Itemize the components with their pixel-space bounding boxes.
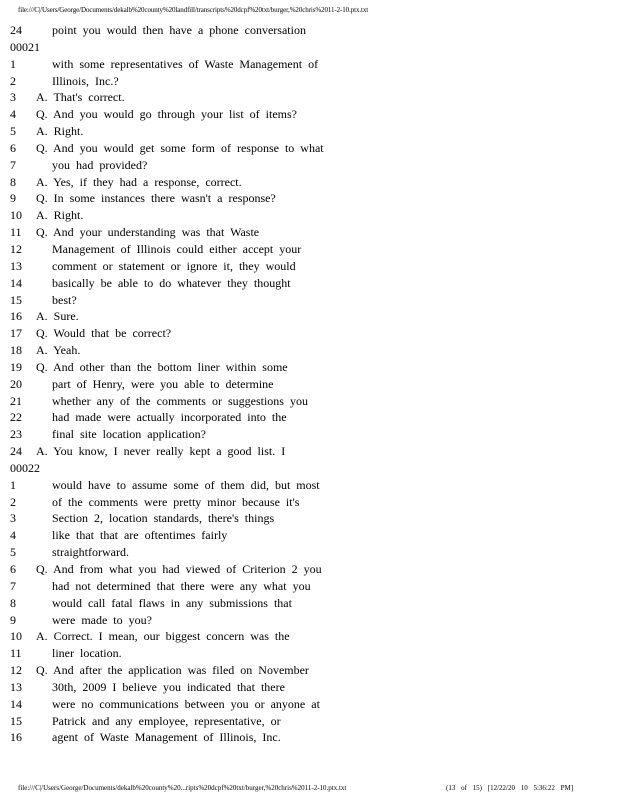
page-number: 00021 <box>10 39 40 54</box>
transcript-line <box>10 729 610 746</box>
line-number: 8 <box>10 174 16 189</box>
line-text: Illinois, Inc.? <box>52 73 119 88</box>
transcript-line <box>10 258 610 275</box>
transcript-line <box>10 645 610 662</box>
transcript-line <box>10 22 610 39</box>
line-text: Q. And other than the bottom liner within some <box>36 359 288 374</box>
header-file-path: file:///C|/Users/George/Documents/dekalb%20county%20landfill/transcripts%20dcpf%20txt/burger,%20chris%2011-2-10.ptx.txt <box>18 6 369 14</box>
line-text: Q. And from what you had viewed of Criterion 2 you <box>36 562 322 576</box>
line-number: 22 <box>10 410 22 425</box>
line-number: 15 <box>10 713 22 728</box>
transcript-line <box>10 157 610 174</box>
line-text: A. Yes, if they had a response, correct. <box>36 174 242 189</box>
line-number: 5 <box>10 545 16 560</box>
transcript-line <box>10 544 610 561</box>
line-number: 6 <box>10 140 16 155</box>
transcript-line <box>10 106 610 123</box>
transcript-line <box>10 207 610 224</box>
line-number: 9 <box>10 612 16 627</box>
line-text: had not determined that there were any what you <box>52 578 311 593</box>
page-marker-line <box>10 460 610 477</box>
transcript-line <box>10 308 610 325</box>
transcript-line <box>10 376 610 393</box>
transcript-line <box>10 477 610 494</box>
line-text: A. You know, I never really kept a good list. I <box>36 444 286 459</box>
footer-page-info: (13 of 15) [12/22/20 10 5:36:22 PM] <box>446 784 574 792</box>
transcript-line <box>10 612 610 629</box>
line-number: 14 <box>10 696 22 711</box>
transcript-line <box>10 409 610 426</box>
line-text: final site location application? <box>52 427 206 442</box>
transcript-line <box>10 342 610 359</box>
line-text: were made to you? <box>52 612 152 627</box>
line-number: 11 <box>10 646 22 661</box>
line-text: of the comments were pretty minor because it's <box>52 494 300 509</box>
transcript-line <box>10 275 610 292</box>
transcript-line <box>10 325 610 342</box>
transcript-line <box>10 73 610 90</box>
line-text: Q. In some instances there wasn't a response? <box>36 191 276 206</box>
line-text: agent of Waste Management of Illinois, Inc. <box>52 730 281 745</box>
line-text: A. Sure. <box>36 309 79 324</box>
transcript-line <box>10 359 610 376</box>
line-text: with some representatives of Waste Management of <box>52 56 319 71</box>
line-text: 30th, 2009 I believe you indicated that there <box>52 679 285 694</box>
line-number: 14 <box>10 275 22 290</box>
line-number: 23 <box>10 427 22 442</box>
transcript-line <box>10 713 610 730</box>
transcript-line <box>10 679 610 696</box>
transcript-line <box>10 56 610 73</box>
line-text: best? <box>52 292 77 307</box>
line-text: Q. Would that be correct? <box>36 326 172 341</box>
line-number: 11 <box>10 225 22 240</box>
transcript-line <box>10 662 610 679</box>
line-number: 4 <box>10 528 16 543</box>
line-text: A. Right. <box>36 124 84 139</box>
line-text: A. Right. <box>36 208 84 223</box>
page-number: 00022 <box>10 460 40 475</box>
line-text: A. Correct. I mean, our biggest concern was the <box>36 629 290 644</box>
line-number: 17 <box>10 326 22 341</box>
transcript-line <box>10 510 610 527</box>
line-number: 1 <box>10 56 16 71</box>
line-number: 24 <box>10 23 22 37</box>
transcript-line <box>10 443 610 460</box>
line-number: 21 <box>10 393 22 408</box>
line-number: 3 <box>10 90 16 105</box>
transcript-line <box>10 292 610 309</box>
transcript-line <box>10 241 610 258</box>
line-text: Section 2, location standards, there's things <box>52 511 275 526</box>
line-text: Q. And you would get some form of response to what <box>36 140 324 155</box>
transcript-line <box>10 426 610 443</box>
line-number: 12 <box>10 663 22 678</box>
line-number: 19 <box>10 359 22 374</box>
line-number: 13 <box>10 679 22 694</box>
line-number: 12 <box>10 241 22 256</box>
line-number: 3 <box>10 511 16 526</box>
line-text: Patrick and any employee, representative, or <box>52 713 281 728</box>
transcript-line <box>10 595 610 612</box>
transcript-line <box>10 628 610 645</box>
line-number: 2 <box>10 494 16 509</box>
line-number: 7 <box>10 578 16 593</box>
transcript-line <box>10 140 610 157</box>
line-number: 24 <box>10 444 22 459</box>
transcript-line <box>10 123 610 140</box>
line-text: like that that are oftentimes fairly <box>52 528 228 543</box>
line-text: whether any of the comments or suggestions you <box>52 393 308 408</box>
transcript-line <box>10 174 610 191</box>
line-number: 4 <box>10 107 16 122</box>
line-text: liner location. <box>52 646 122 661</box>
line-number: 13 <box>10 258 22 273</box>
transcript-line <box>10 393 610 410</box>
transcript-line <box>10 696 610 713</box>
line-text: Management of Illinois could either accept your <box>52 241 302 256</box>
line-number: 1 <box>10 477 16 492</box>
line-text: straightforward. <box>52 545 129 560</box>
line-text: Q. And after the application was filed on November <box>36 663 309 678</box>
line-number: 16 <box>10 309 22 324</box>
line-number: 8 <box>10 595 16 610</box>
line-text: would call fatal flaws in any submissions that <box>52 595 292 610</box>
line-text: were no communications between you or anyone at <box>52 696 320 711</box>
line-text: A. Yeah. <box>36 343 81 358</box>
line-number: 15 <box>10 292 22 307</box>
line-number: 5 <box>10 124 16 139</box>
line-number: 10 <box>10 629 22 644</box>
transcript-line <box>10 578 610 595</box>
line-number: 20 <box>10 376 22 391</box>
line-number: 7 <box>10 157 16 172</box>
transcript-line <box>10 494 610 511</box>
line-number: 6 <box>10 562 16 576</box>
line-text: had made were actually incorporated into the <box>52 410 287 425</box>
line-number: 2 <box>10 73 16 88</box>
line-text: Q. And your understanding was that Waste <box>36 225 260 240</box>
line-text: A. That's correct. <box>36 90 125 105</box>
line-number: 16 <box>10 730 22 745</box>
transcript-body <box>10 22 610 746</box>
line-text: part of Henry, were you able to determine <box>52 376 274 391</box>
line-text: you had provided? <box>52 157 148 172</box>
transcript-line <box>10 89 610 106</box>
line-text: point you would then have a phone conversation <box>52 23 306 37</box>
line-number: 18 <box>10 343 22 358</box>
transcript-line <box>10 224 610 241</box>
line-text: basically be able to do whatever they thought <box>52 275 291 290</box>
transcript-line <box>10 190 610 207</box>
line-number: 9 <box>10 191 16 206</box>
footer-file-path: file:///C|/Users/George/Documents/dekalb%20county%20...ripts%20dcpf%20txt/burger,%20chris%2011-2-10.ptx.txt <box>18 784 347 792</box>
transcript-line <box>10 561 610 578</box>
line-number: 10 <box>10 208 22 223</box>
page-marker-line <box>10 39 610 56</box>
line-text: comment or statement or ignore it, they would <box>52 258 296 273</box>
line-text: would have to assume some of them did, but most <box>52 477 320 492</box>
line-text: Q. And you would go through your list of items? <box>36 107 297 122</box>
transcript-line <box>10 527 610 544</box>
